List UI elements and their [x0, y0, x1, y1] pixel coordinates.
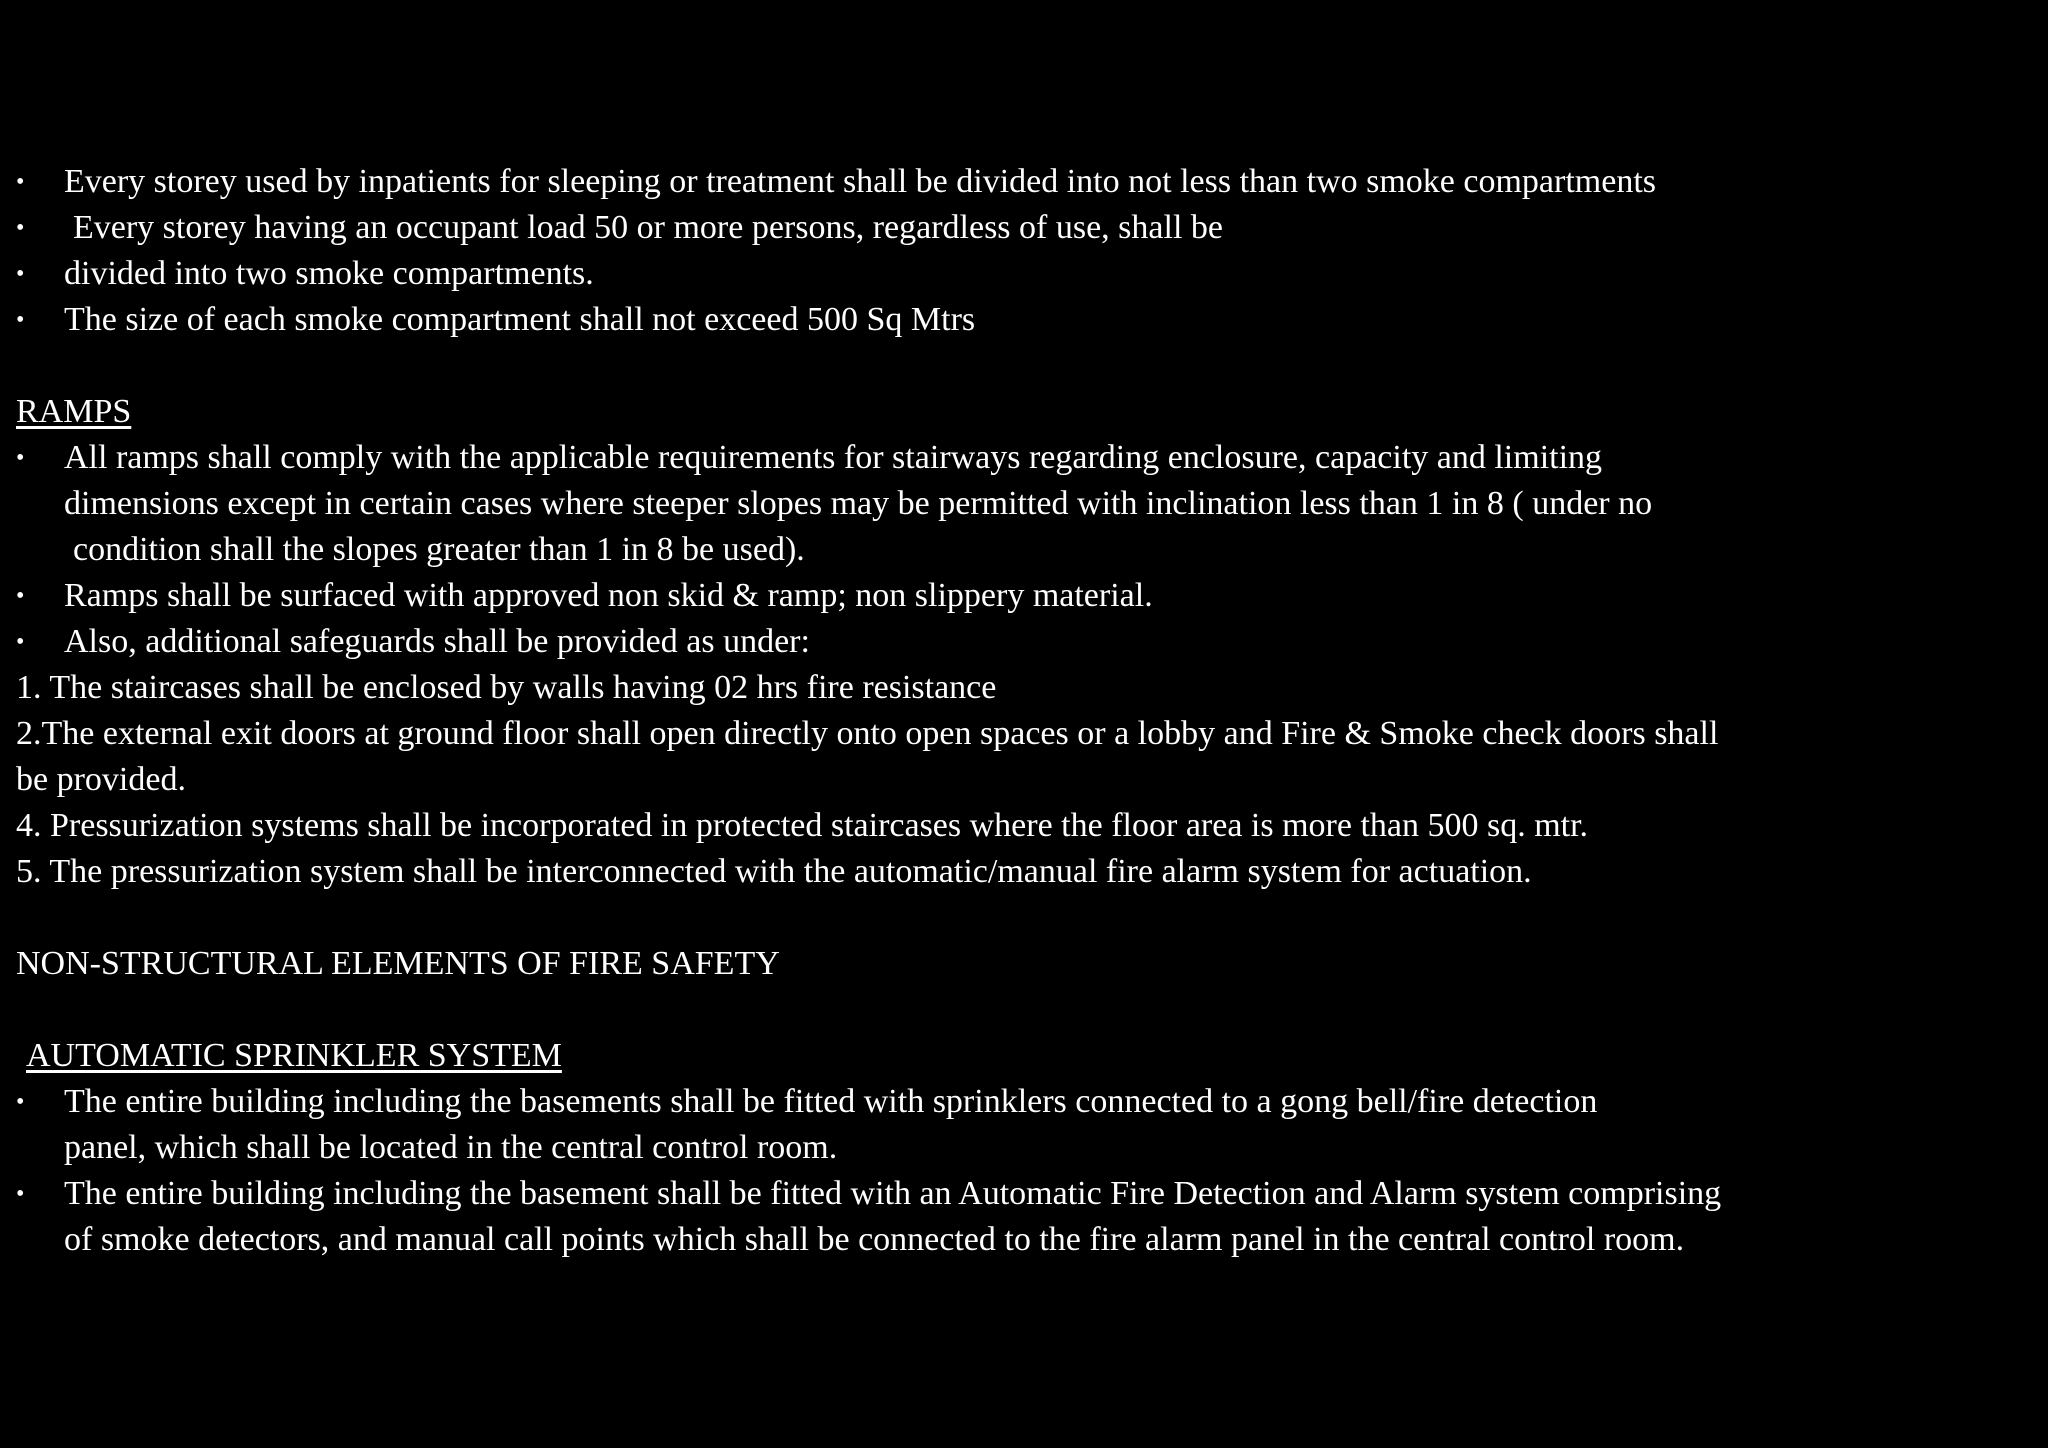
intro-bullet-2-text: Every storey having an occupant load 50 or more persons, regardless of use, shall be — [73, 209, 1223, 246]
ramps-numbered-5: 5. The pressurization system shall be interconnected with the automatic/manual fire alarm system for actuation. — [16, 853, 1532, 890]
ramps-bullet-1-line-1: All ramps shall comply with the applicable requirements for stairways regarding enclosure, capacity and limiting — [64, 439, 1603, 476]
bullet-icon: • — [16, 1181, 25, 1207]
ramps-numbered-2-line-1: 2.The external exit doors at ground floor shall open directly onto open spaces or a lobby and Fire & Smoke check doors shall — [16, 715, 1719, 752]
bullet-icon: • — [16, 583, 25, 609]
bullet-icon: • — [16, 169, 25, 195]
intro-bullet-4-text: The size of each smoke compartment shall not exceed 500 Sq Mtrs — [64, 301, 976, 338]
ramps-heading: RAMPS — [16, 393, 132, 430]
intro-bullet-3-text: divided into two smoke compartments. — [64, 255, 594, 292]
ramps-bullet-1-line-3: condition shall the slopes greater than 1 in 8 be used). — [73, 531, 805, 568]
sprinkler-heading: AUTOMATIC SPRINKLER SYSTEM — [26, 1037, 562, 1074]
ramps-numbered-1: 1. The staircases shall be enclosed by walls having 02 hrs fire resistance — [16, 669, 997, 706]
bullet-icon: • — [16, 1089, 25, 1115]
ramps-bullet-3-text: Also, additional safeguards shall be provided as under: — [64, 623, 810, 660]
non-structural-heading: NON-STRUCTURAL ELEMENTS OF FIRE SAFETY — [16, 945, 780, 982]
ramps-bullet-2-text: Ramps shall be surfaced with approved non skid & ramp; non slippery material. — [64, 577, 1153, 614]
ramps-numbered-2-line-2: be provided. — [16, 761, 186, 798]
bullet-icon: • — [16, 445, 25, 471]
bullet-icon: • — [16, 215, 25, 241]
ramps-bullet-1-line-2: dimensions except in certain cases where steeper slopes may be permitted with inclination less than 1 in 8 ( under no — [64, 485, 1653, 522]
bullet-icon: • — [16, 261, 25, 287]
bullet-icon: • — [16, 307, 25, 333]
bullet-icon: • — [16, 629, 25, 655]
intro-bullet-1-text: Every storey used by inpatients for sleeping or treatment shall be divided into not less than two smoke compartments — [64, 163, 1656, 200]
ramps-numbered-4: 4. Pressurization systems shall be incorporated in protected staircases where the floor area is more than 500 sq. mtr. — [16, 807, 1589, 844]
sprinkler-bullet-2-line-2: of smoke detectors, and manual call points which shall be connected to the fire alarm panel in the central control room. — [64, 1221, 1685, 1258]
sprinkler-bullet-2-line-1: The entire building including the basement shall be fitted with an Automatic Fire Detection and Alarm system comprising — [64, 1175, 1722, 1212]
sprinkler-bullet-1-line-1: The entire building including the basements shall be fitted with sprinklers connected to a gong bell/fire detection — [64, 1083, 1598, 1120]
sprinkler-bullet-1-line-2: panel, which shall be located in the central control room. — [64, 1129, 838, 1166]
